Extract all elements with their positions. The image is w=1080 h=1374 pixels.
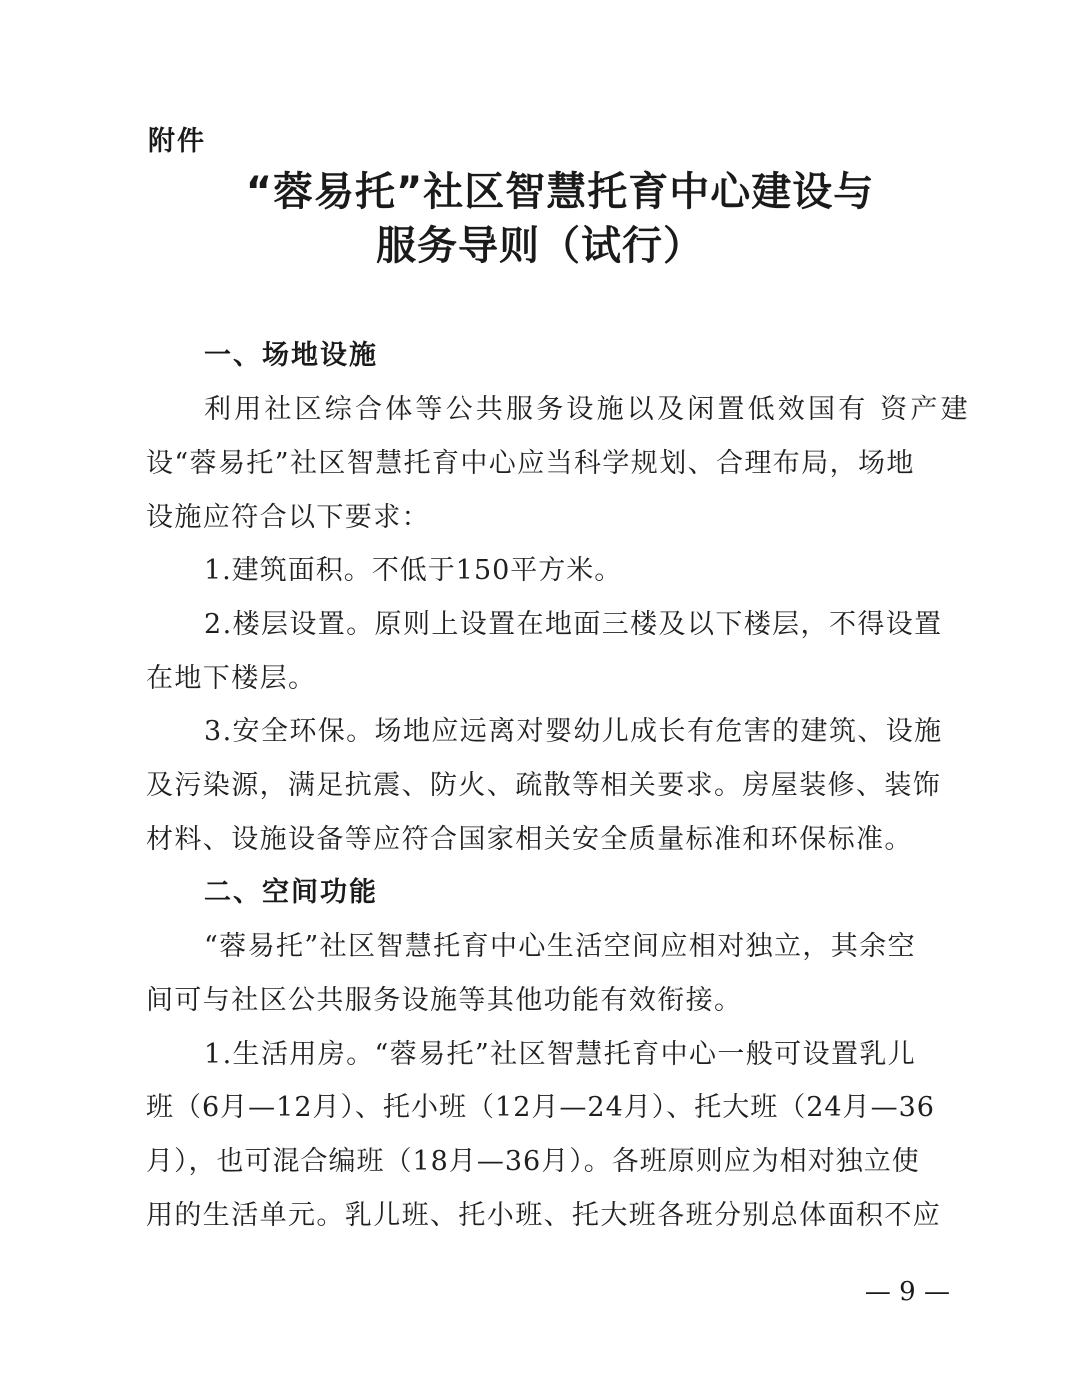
paragraph-line: 用的生活单元。乳儿班、托小班、托大班各班分别总体面积不应 bbox=[146, 1200, 942, 1231]
attachment-label: 附件 bbox=[148, 126, 206, 157]
paragraph-line: 班（6月—12月）、托小班（12月—24月）、托大班（24月—36 bbox=[146, 1092, 935, 1123]
page-number: — 9 — bbox=[864, 1277, 950, 1307]
paragraph-line: “蓉易托”社区智慧托育中心生活空间应相对独立，其余空 bbox=[204, 931, 917, 962]
paragraph-line: 在地下楼层。 bbox=[146, 663, 317, 694]
paragraph-line: 及污染源，满足抗震、防火、疏散等相关要求。房屋装修、装饰 bbox=[146, 770, 942, 801]
paragraph-line: 月），也可混合编班（18月—36月）。各班原则应为相对独立使 bbox=[146, 1146, 920, 1177]
section-heading-space-function: 二、空间功能 bbox=[204, 877, 378, 908]
section-heading-venue-facilities: 一、场地设施 bbox=[204, 340, 378, 371]
paragraph-line: 间可与社区公共服务设施等其他功能有效衔接。 bbox=[146, 985, 743, 1016]
list-item-safety-environment: 3.安全环保。场地应远离对婴幼儿成长有危害的建筑、设施 bbox=[204, 716, 943, 747]
list-item-floor-setting: 2.楼层设置。原则上设置在地面三楼及以下楼层，不得设置 bbox=[204, 609, 943, 640]
paragraph-line: 利用社区综合体等公共服务设施以及闲置低效国有 资产建 bbox=[204, 394, 971, 425]
paragraph-line: 设施应符合以下要求： bbox=[146, 502, 430, 533]
list-item-building-area: 1.建筑面积。不低于150平方米。 bbox=[204, 555, 623, 586]
paragraph-line: 设“蓉易托”社区智慧托育中心应当科学规划、合理布局，场地 bbox=[146, 448, 915, 479]
document-title-line-2: 服务导则（试行） bbox=[376, 223, 704, 269]
document-title-line-1: “蓉易托”社区智慧托育中心建设与 bbox=[245, 169, 875, 215]
paragraph-line: 材料、设施设备等应符合国家相关安全质量标准和环保标准。 bbox=[146, 824, 913, 855]
list-item-living-rooms: 1.生活用房。“蓉易托”社区智慧托育中心一般可设置乳儿 bbox=[204, 1039, 917, 1070]
